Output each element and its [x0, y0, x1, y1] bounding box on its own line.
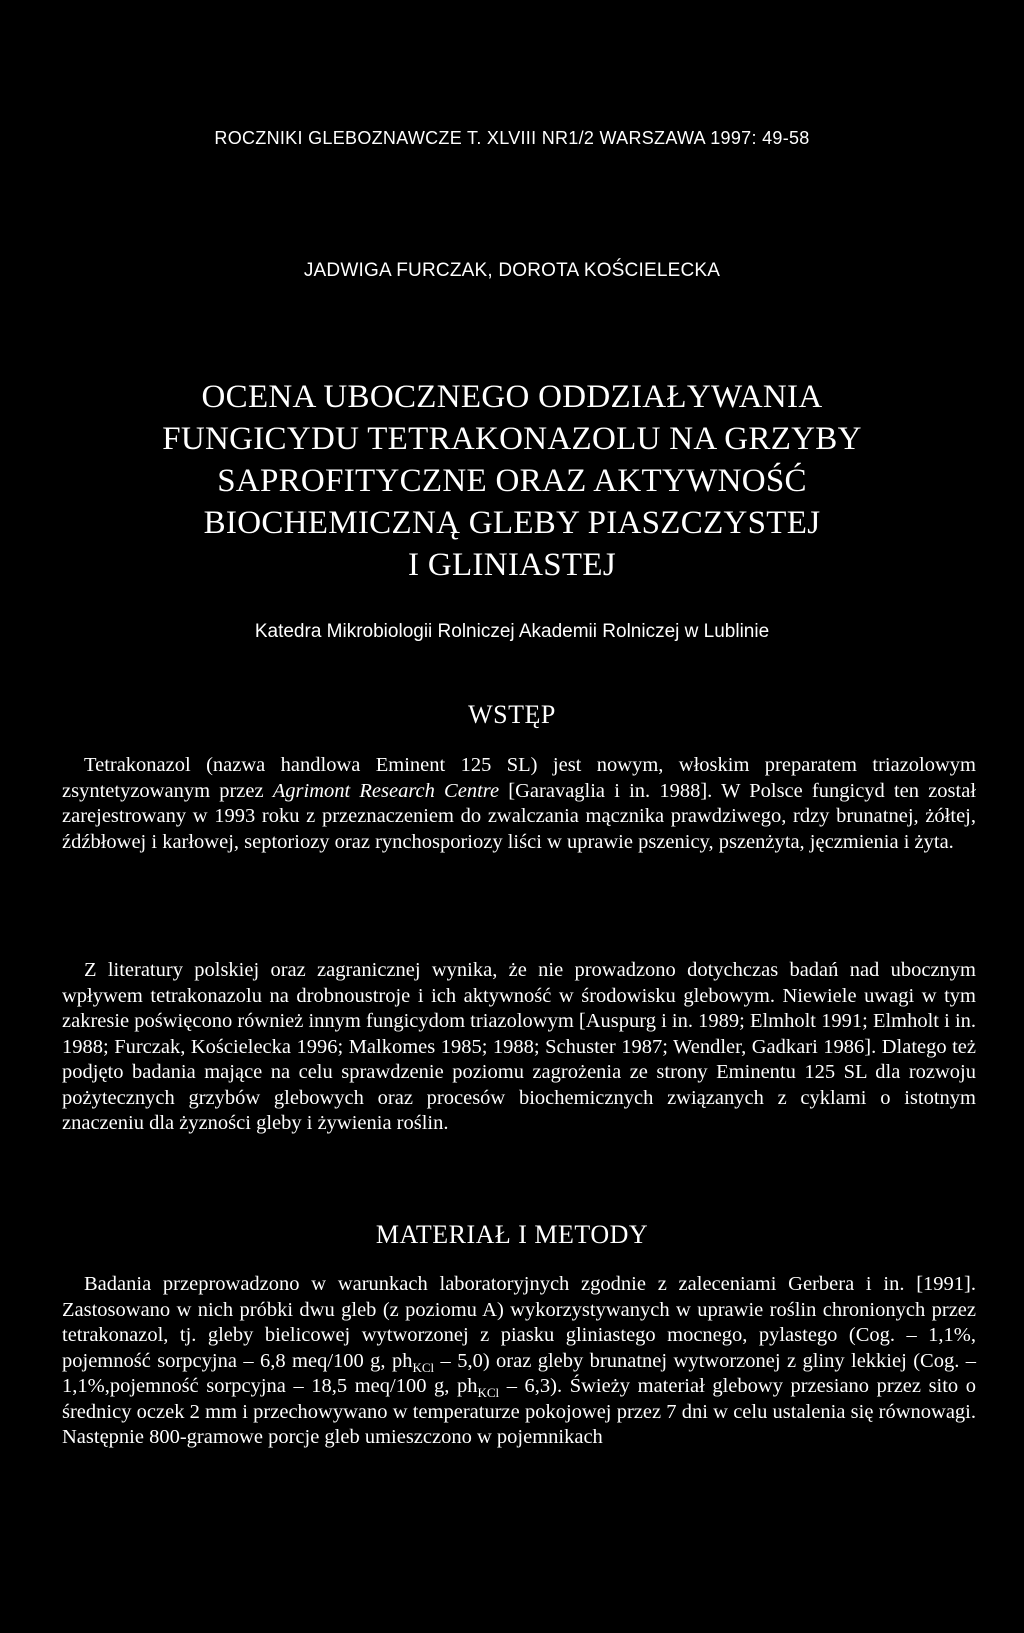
text-span: – 5,0) oraz gleby brunatnej wytworzonej z gliny lekkiej (Cog. – 1,1%,pojemność sorpcyjna – 18,5 meq/100 g, ph — [62, 1349, 976, 1397]
subscript-kcl: KCl — [412, 1359, 435, 1375]
text-span: [Garavaglia i in. 1988]. W Polsce fungicyd ten został zarejestrowany w 1993 roku z przeznaczeniem do zwalczania mącznika prawdziwego, rdzy brunatnej, żółtej, źdźbłowej i karłowej, septoriozy oraz rynchosporiozy liści w uprawie pszenicy, pszenżyta, jęczmienia i żyta. — [62, 779, 977, 853]
italic-reference: Agrimont Research Centre — [272, 779, 500, 802]
section-heading-wstep: WSTĘP — [468, 700, 556, 729]
affiliation: Katedra Mikrobiologii Rolniczej Akademii Rolniczej w Lublinie — [254, 621, 770, 642]
subscript-kcl: KCl — [477, 1385, 500, 1401]
text-span: Badania przeprowadzono w warunkach laboratoryjnych zgodnie z zaleceniami Gerbera i in. [1991]. Zastosowano w nich próbki dwu gleb (z poziomu A) wykorzystywanych w uprawie roślin chronionych przez tetrakonazol, tj. gleby bielicowej wytworzonej z piasku gliniastego mocnego, pylastego (Cog. – 1,1%, pojemność sorpcyjna – 6,8 meq/100 g, ph — [62, 1273, 976, 1372]
title-line: FUNGICYDU TETRAKONAZOLU NA GRZYBY — [162, 421, 862, 457]
section-heading-metody: MATERIAŁ I METODY — [375, 1220, 649, 1249]
authors: JADWIGA FURCZAK, DOROTA KOŚCIELECKA — [303, 260, 721, 281]
title-line: SAPROFITYCZNE ORAZ AKTYWNOŚĆ — [217, 463, 807, 499]
title-line: BIOCHEMICZNĄ GLEBY PIASZCZYSTEJ — [203, 505, 821, 541]
journal-header: ROCZNIKI GLEBOZNAWCZE T. XLVIII NR1/2 WARSZAWA 1997: 49-58 — [214, 128, 810, 148]
title-line: I GLINIASTEJ — [408, 547, 616, 583]
text-span: – 6,3). Świeży materiał glebowy przesiano przez sito o średnicy oczek 2 mm i przechowywano w temperaturze pokojowej przez 7 dni w celu ustalenia się równowagi. Następnie 800-gramowe porcje gleb umieszczono w pojemnikach — [62, 1375, 977, 1448]
title-line: OCENA UBOCZNEGO ODDZIAŁYWANIA — [201, 379, 823, 415]
text-span: Tetrakonazol (nazwa handlowa Eminent 125 SL) jest nowym, włoskim preparatem triazolowym zsyntetyzowanym przez — [62, 754, 976, 802]
text-span: Z literatury polskiej oraz zagranicznej wynika, że nie prowadzono dotychczas badań nad ubocznym wpływem tetrakonazolu na drobnoustroje i ich aktywność w środowisku glebowym. Niewiele uwagi w tym zakresie poświęcono również innym fungicydom triazolowym [Auspurg i in. 1989; Elmholt 1991; Elmholt i in. 1988; Furczak, Kościelecka 1996; Malkomes 1985; 1988; Schuster 1987; Wendler, Gadkari 1986]. Dlatego też podjęto badania mające na celu sprawdzenie poziomu zagrożenia ze strony Eminentu 125 SL dla rozwoju pożytecznych grzybów glebowych oraz procesów biochemicznych związanych z cyklami o istotnym znaczeniu dla żyzności gleby i żywienia roślin. — [62, 959, 977, 1134]
article-title — [0, 376, 1024, 586]
paragraph-intro-1 — [62, 753, 976, 855]
paragraph-intro-2 — [62, 958, 976, 1137]
paragraph-methods-1 — [62, 1272, 976, 1451]
